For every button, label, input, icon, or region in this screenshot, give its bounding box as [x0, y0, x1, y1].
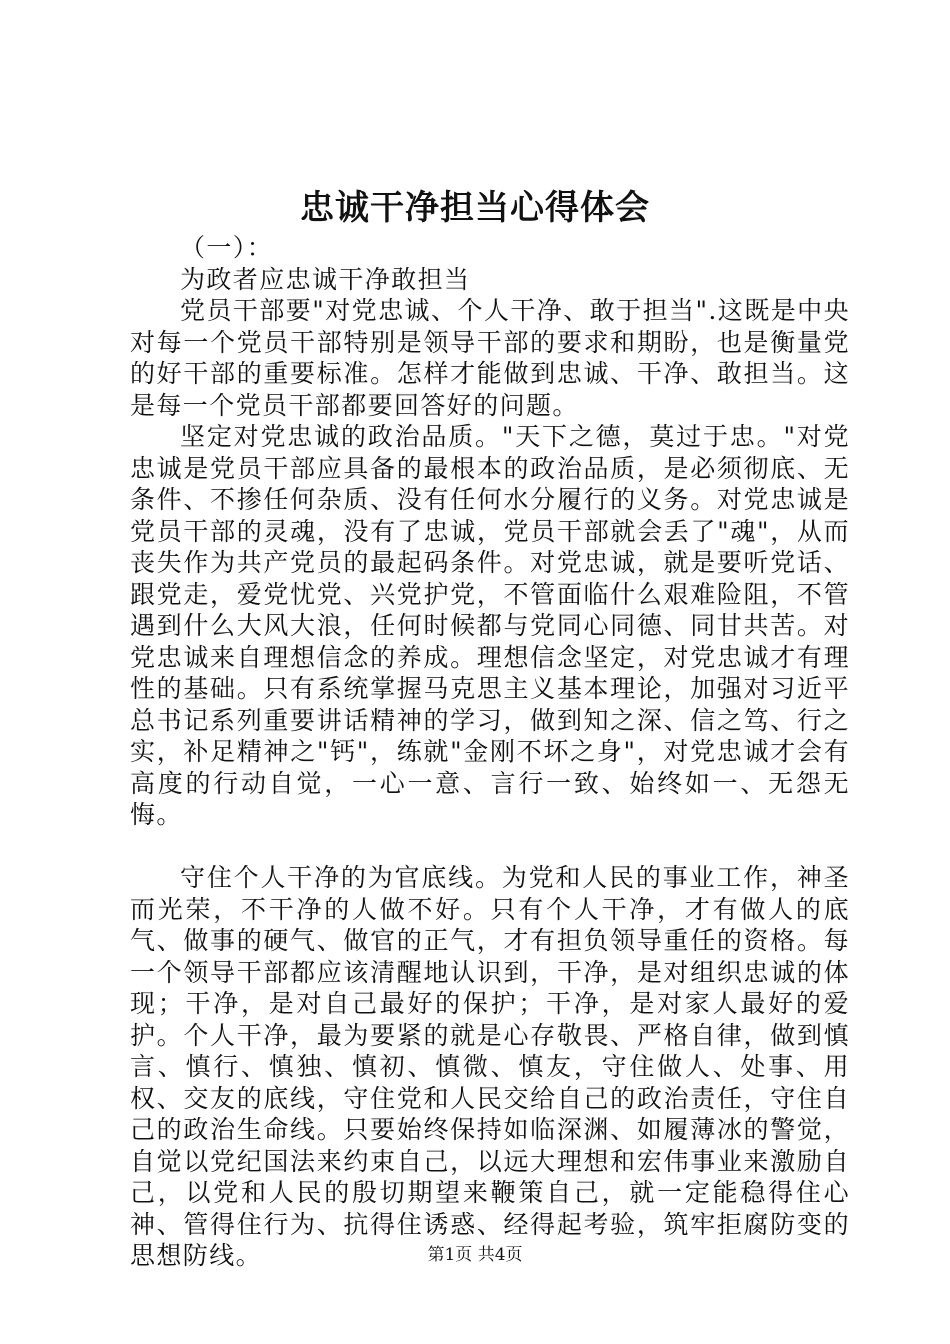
section-heading: 为政者应忠诚干净敢担当 [180, 264, 471, 294]
paragraph-intro: 党员干部要"对党忠诚、个人干净、敢于担当".这既是中央对每一个党员干部特别是领导干部的要求和期盼，也是衡量党的好干部的重要标准。怎样才能做到忠诚、干净、敢担当。这是每一个党员干部都要回答好的问题。 [130, 296, 850, 420]
document-title: 忠诚干净担当心得体会 [300, 188, 650, 228]
page-indicator: 第1页 共4页 [427, 1245, 523, 1265]
document-body [130, 232, 850, 1272]
paragraph-loyalty: 坚定对党忠诚的政治品质。"天下之德，莫过于忠。"对党忠诚是党员干部应具备的最根本的政治品质，是必须彻底、无条件、不掺任何杂质、没有任何水分履行的义务。对党忠诚是党员干部的灵魂，没有了忠诚，党员干部就会丢了"魂"，从而丧失作为共产党员的最起码条件。对党忠诚，就是要听党话、跟党走，爱党忧党、兴党护党，不管面临什么艰难险阻，不管遇到什么大风大浪，任何时候都与党同心同德、同甘共苦。对党忠诚来自理想信念的养成。理想信念坚定，对党忠诚才有理性的基础。只有系统掌握马克思主义基本理论，加强对习近平总书记系列重要讲话精神的学习，做到知之深、信之笃、行之实，补足精神之"钙"，练就"金刚不坏之身"，对党忠诚才会有高度的行动自觉，一心一意、言行一致、始终如一、无怨无悔。 [130, 422, 850, 829]
section-label: （一）： [180, 233, 274, 262]
paragraph-integrity: 守住个人干净的为官底线。为党和人民的事业工作，神圣而光荣，不干净的人做不好。只有个人干净，才有做人的底气、做事的硬气、做官的正气，才有担负领导重任的资格。每一个领导干部都应该清醒地认识到，干净，是对组织忠诚的体现；干净，是对自己最好的保护；干净，是对家人最好的爱护。个人干净，最为要紧的就是心存敬畏、严格自律，做到慎言、慎行、慎独、慎初、慎微、慎友，守住做人、处事、用权、交友的底线，守住党和人民交给自己的政治责任，守住自己的政治生命线。只要始终保持如临深渊、如履薄冰的警觉，自觉以党纪国法来约束自己，以远大理想和宏伟事业来激励自己，以党和人民的殷切期望来鞭策自己，就一定能稳得住心神、管得住行为、抗得住诱惑、经得起考验，筑牢拒腐防变的思想防线。 [130, 863, 850, 1270]
